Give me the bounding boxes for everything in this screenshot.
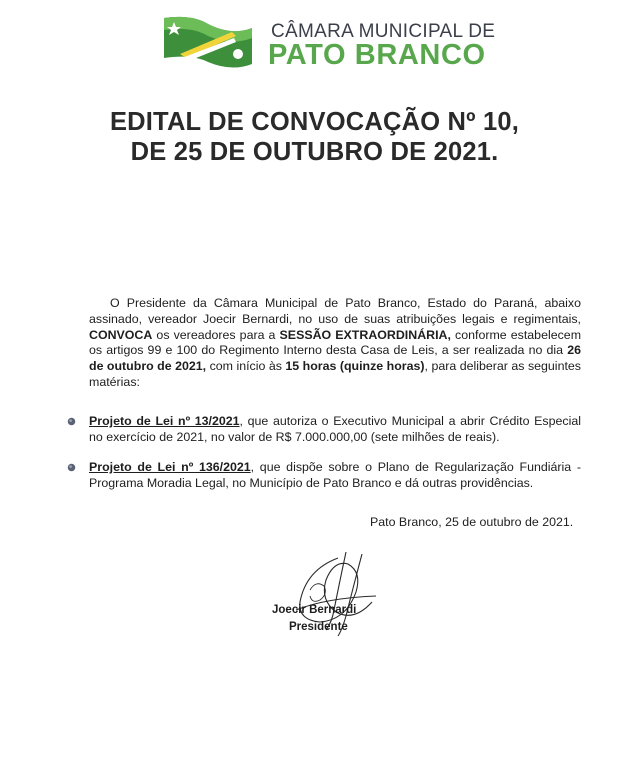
convocation-paragraph (89, 296, 581, 391)
bullet-icon (67, 463, 76, 472)
session-date: 26 de outubro de 2021, (89, 343, 581, 374)
place-and-date: Pato Branco, 25 de outubro de 2021. (370, 515, 574, 529)
paragraph-text-1: O Presidente da Câmara Municipal de Pato Branco, Estado do Paraná, abaixo assinado, vereador Joecir Bernardi, no uso de suas atribuições legais e regimentais, (89, 296, 581, 326)
document-title (0, 107, 629, 167)
law-project-description: , que autoriza o Executivo Municipal a abrir Crédito Especial no exercício de 2021, no valor de R$ 7.000.000,00 (sete milhões de reais). (89, 414, 581, 444)
convoca-keyword: CONVOCA (89, 327, 153, 342)
signer-name: Joecir Bernardi (272, 604, 357, 616)
session-type: SESSÃO EXTRAORDINÁRIA, (279, 327, 451, 342)
agenda-item (67, 460, 581, 492)
flag-logo-icon (162, 14, 254, 72)
law-project-description: , que dispõe sobre o Plano de Regularização Fundiária - Programa Moradia Legal, no Município de Pato Branco e dá outras providências. (89, 460, 581, 490)
agenda-item (67, 414, 581, 446)
paragraph-text-4: com início às (206, 359, 286, 374)
signer-role: Presidente (289, 621, 348, 633)
paragraph-text-3: conforme estabelecem os artigos 99 e 100 do Regimento Interno desta Casa de Leis, a ser realizada no dia (89, 327, 582, 358)
law-project-title: Projeto de Lei nº 13/2021 (89, 414, 240, 428)
paragraph-text-2: os vereadores para a (152, 327, 280, 342)
title-line1: EDITAL DE CONVOCAÇÃO Nº 10, (109, 108, 520, 136)
org-name-line1: CÂMARA MUNICIPAL DE (271, 21, 496, 42)
paragraph-text-5: , para deliberar as seguintes matérias: (89, 359, 581, 389)
title-line2: DE 25 DE OUTUBRO DE 2021. (130, 138, 499, 166)
org-name-line2: PATO BRANCO (268, 39, 486, 71)
bullet-icon (67, 417, 76, 426)
session-time: 15 horas (quinze horas) (285, 359, 425, 374)
header (162, 12, 496, 74)
law-project-title: Projeto de Lei nº 136/2021 (89, 460, 251, 474)
